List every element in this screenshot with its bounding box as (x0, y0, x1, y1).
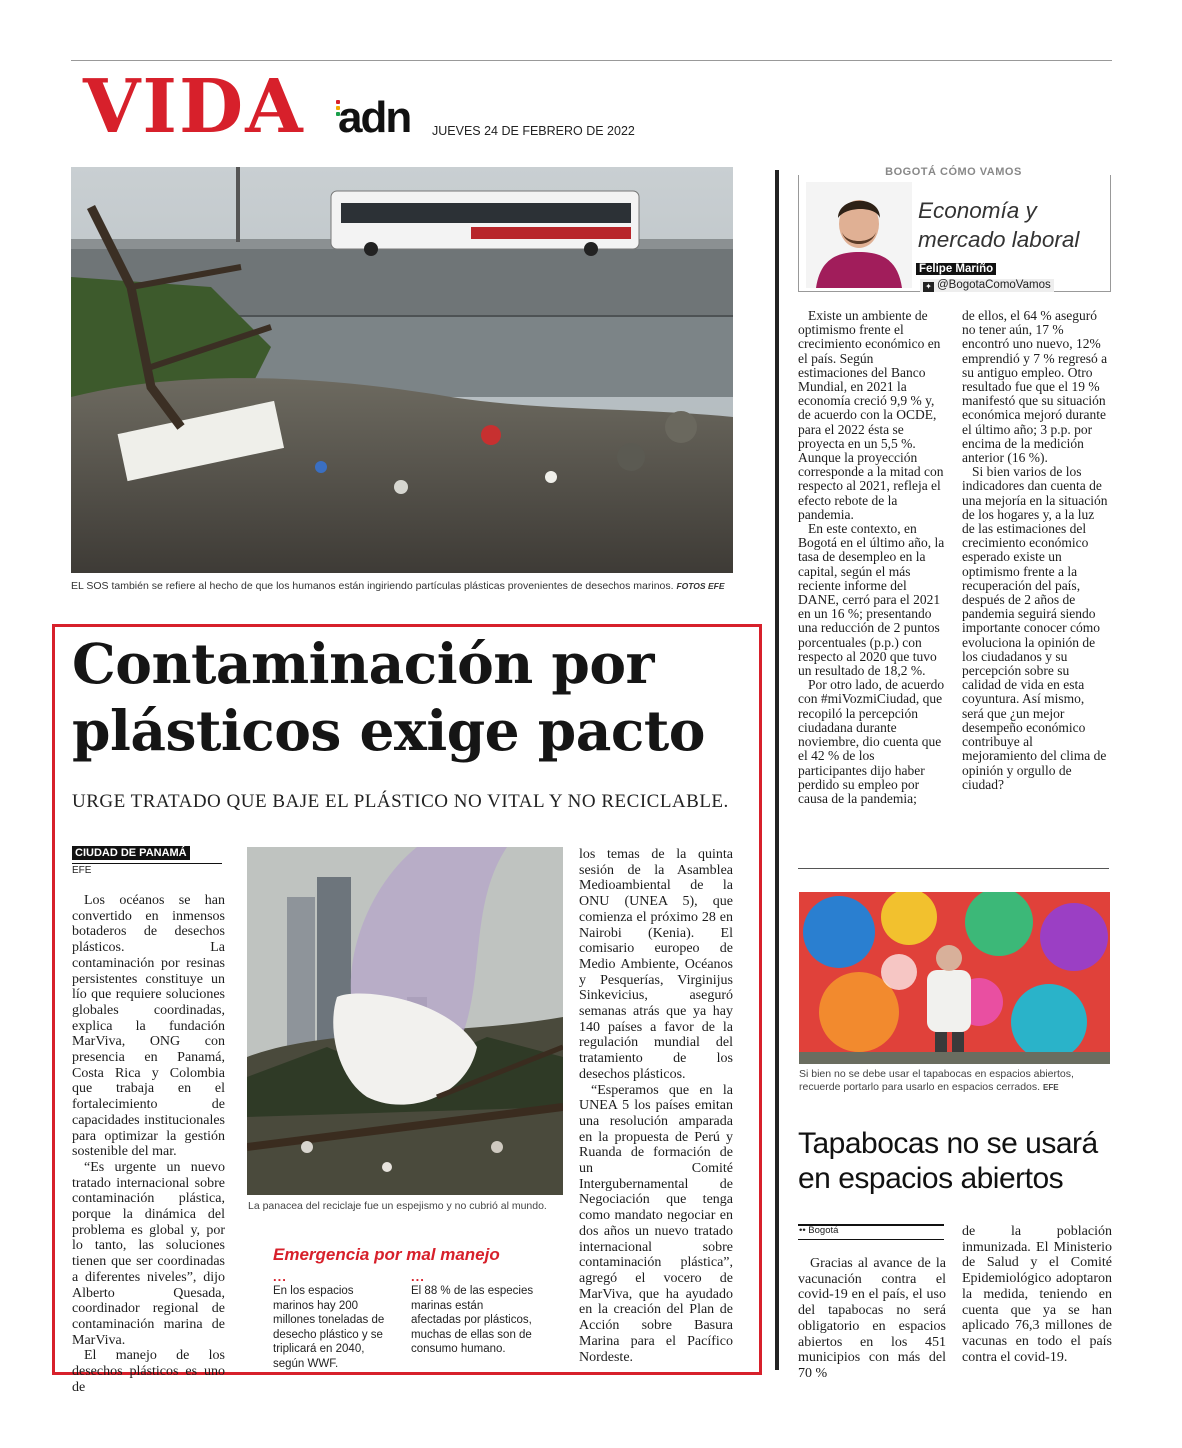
paragraph: En este contexto, en Bogotá en el último año, la tasa de desempleo en la capital, según el más reciente informe del DANE, cerró para el 2021 en un 16 %; presentando una reducción de 2 puntos porcentuales (p.p.) con respecto al 2020 que tuvo un resultado de 18,2 %. (798, 521, 945, 679)
sidebar-dots: ... (411, 1269, 425, 1284)
column-label: BOGOTÁ CÓMO VAMOS (798, 166, 1109, 178)
dateline-rule (798, 1239, 944, 1240)
top-photo (71, 167, 733, 573)
paragraph: Si bien varios de los indicadores dan cuenta de una mejoría en la situación de los hogares y, a la luz de las estimaciones del crecimiento económico esperado existe un optimismo frente a la recuperación del país, después de 2 años de pandemia seguirá siendo importante conocer cómo evoluciona la opinión de los ciudadanos y su percepción sobre su calidad de vida en esta coyuntura. Así mismo, será que ¿un mejor desempeño económico contribuye al mejoramiento del clima de opinión y orgullo de ciudad? (962, 464, 1108, 792)
top-photo-caption: EL SOS también se refiere al hecho de que los humanos están ingiriendo partículas plásticas provenientes de desechos marinos. FOTOS EFE (71, 580, 725, 592)
issue-date: JUEVES 24 DE FEBRERO DE 2022 (432, 124, 635, 138)
section-title: VIDA (83, 64, 305, 150)
column-title-line: Economía y (918, 198, 1037, 223)
column-title (918, 196, 1079, 254)
paragraph: los temas de la quinta sesión de la Asamblea Medioambiental de la ONU (UNEA 5), que comienza el próximo 28 en Nairobi (Kenia). El comisario europeo de Medio Ambiente, Océanos y Pesquerías, Virginijus Sinkevicius, aseguró semanas atrás que ya hay 140 países a favor de la regulación mundial del tratamiento de los desechos plásticos. (579, 847, 733, 1082)
column-bottom-rule (798, 868, 1109, 869)
column-text-1 (798, 309, 946, 806)
sidebar-title: Emergencia por mal manejo (273, 1245, 500, 1264)
second-column-2 (962, 1224, 1112, 1365)
second-dateline: •• Bogotá (799, 1225, 839, 1236)
main-column-1 (72, 893, 225, 1396)
main-deck: URGE TRATADO QUE BAJE EL PLÁSTICO NO VITAL Y NO RECICLABLE. (72, 791, 729, 812)
sidebar-item-text: El 88 % de las especies marinas están afectadas por plásticos, muchas de ellas son de consumo humano. (411, 1285, 534, 1355)
middle-photo (247, 847, 563, 1195)
sidebar-item (273, 1269, 393, 1371)
paragraph: “Es urgente un nuevo tratado internacional sobre contaminación plástica, porque la dinámica del problema es global y, por lo tanto, las soluciones tienen que ser coordinadas a diferentes niveles”, dijo Alberto Quesada, coordinador regional de contaminación marina de MarViva. (72, 1159, 225, 1348)
dateline-rule (72, 863, 222, 864)
author-photo (806, 182, 912, 288)
paragraph: Gracias al avance de la vacunación contra el covid-19 en el país, el uso del tapabocas no será obligatorio en espacios abiertos en los 451 municipios con más del 70 % (798, 1256, 946, 1381)
second-headline: Tapabocas no se usará en espacios abiertos (798, 1127, 1098, 1195)
paragraph: de ellos, el 64 % aseguró no tener aún, 17 % encontró uno nuevo, 12% emprendió y 7 % regresó a su antiguo empleo. Otro resultado fue que el 19 % manifestó que su situación económica mejoró durante el último año; 3 p.p. por encima de la medición anterior (16 %). (962, 308, 1108, 466)
column-text-2 (962, 309, 1108, 792)
main-headline: Contaminación por plásticos exige pacto (72, 631, 705, 763)
author-handle: ✦ @BogotaComoVamos (920, 279, 1054, 292)
column-title-line: mercado laboral (918, 227, 1080, 252)
brand-logo: adn (338, 93, 411, 142)
author-name: Felipe Mariño (916, 263, 996, 275)
paragraph: “Esperamos que en la UNEA 5 los países emitan una resolución amparada en la propuesta de Perú y Ruanda de formación de un Comité Intergubernamental de Negociación que tenga como mandato negociar en dos años un nuevo tratado internacional sobre contaminación plástica”, agregó el vocero de MarViva, que ha ayudado en la creación del Plan de Acción sobre Basura Marina para el Pacífico Nordeste. (579, 1082, 733, 1365)
main-column-3 (579, 847, 733, 1365)
paragraph: de la población inmunizada. El Ministerio de Salud y el Comité Epidemiológico adoptaron la medida, teniendo en cuenta que ya se han aplicado 76,3 millones de vacunas en todo el país contra el covid-19. (962, 1224, 1112, 1365)
twitter-icon: ✦ (923, 282, 934, 292)
paragraph: El manejo de los desechos plásticos es uno de (72, 1348, 225, 1395)
second-column-1 (798, 1256, 946, 1382)
paragraph: Los océanos se han convertido en inmensos botaderos de desechos plásticos. La contaminación por resinas persistentes constituye un lío que requiere soluciones globales coordinadas, explica la fundación MarViva, ONG con presencia en Panamá, Costa Rica y Colombia que trabaja en el fortalecimiento de capacidades institucionales para optimizar la gestión sostenible del mar. (72, 893, 225, 1160)
mural-photo-caption: Si bien no se debe usar el tapabocas en espacios abiertos, recuerde portarlo para usarlo en espacios cerrados. EFE (799, 1068, 1074, 1093)
main-dateline: CIUDAD DE PANAMÁ (72, 846, 190, 860)
top-rule (71, 60, 1112, 61)
sidebar-item (411, 1269, 536, 1357)
mural-photo (799, 892, 1110, 1064)
sidebar-item-text: En los espacios marinos hay 200 millones toneladas de desecho plástico y se triplicará en 2040, según WWF. (273, 1285, 385, 1370)
column-separator (775, 170, 779, 1370)
sidebar-dots: ... (273, 1269, 287, 1284)
paragraph: Existe un ambiente de optimismo frente el crecimiento económico en el país. Según estimaciones del Banco Mundial, en 2021 la economía creció 9,9 % y, de acuerdo con la OCDE, para el 2022 ésta se proyecta en un 5,5 %. Aunque la proyección corresponde a la mitad con respecto al 2021, refleja el efecto rebote de la pandemia. (798, 308, 944, 522)
paragraph: Por otro lado, de acuerdo con #miVozmiCiudad, que recopiló la percepción ciudadana durante noviembre, dio cuenta que el 42 % de los participantes dijo haber perdido su empleo por causa de la pandemia; (798, 677, 945, 806)
middle-photo-caption: La panacea del reciclaje fue un espejismo y no cubrió al mundo. (248, 1200, 547, 1212)
main-agency: EFE (72, 865, 92, 876)
